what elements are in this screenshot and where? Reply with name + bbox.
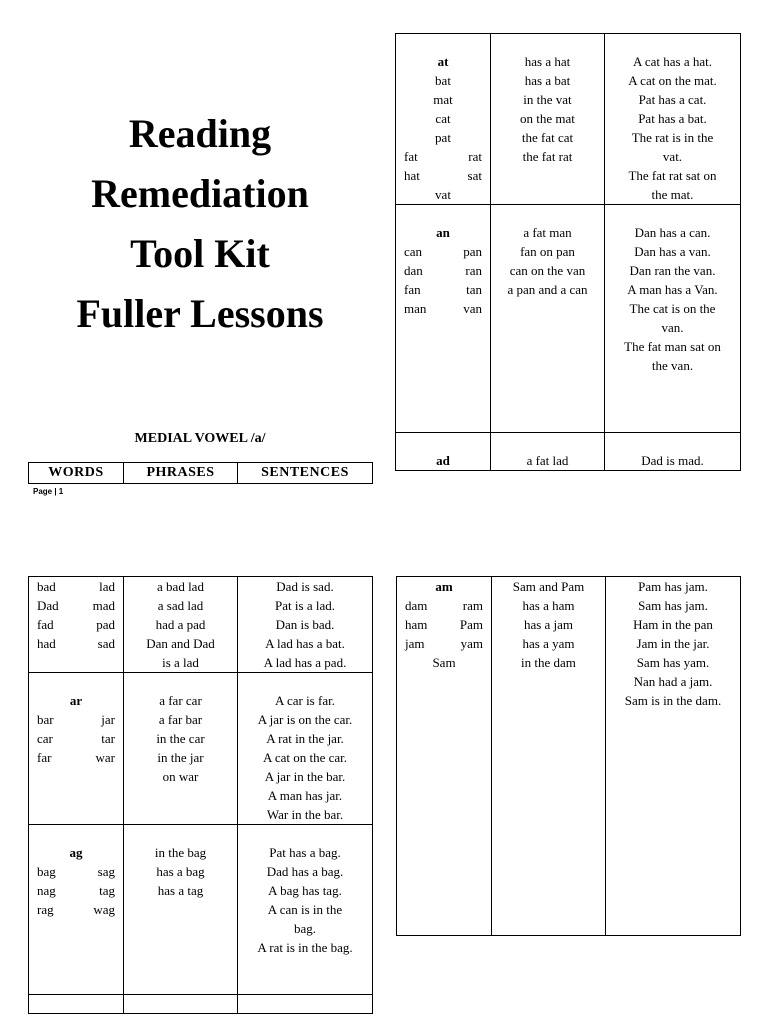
word-pair [399,280,487,299]
phrases-cell [491,205,605,433]
sentence: A rat is in the bag. [257,940,353,955]
word-family-key: at [437,54,449,69]
word: van [463,301,482,316]
word: jam [405,636,425,651]
sentence: Sam has yam. [636,655,710,670]
phrase: in the bag [154,845,207,860]
phrase: a fat lad [526,453,569,468]
word: pan [463,244,482,259]
phrase: has a jam [523,617,574,632]
word-pair [399,166,487,185]
sentence: A lad has a pad. [263,655,347,670]
word: dan [404,263,423,278]
phrase: in the car [156,731,205,746]
phrases-cell [124,673,238,825]
table-row-at [396,34,741,205]
word: Sam [432,655,456,670]
title-line: Reading [128,111,272,156]
empty-cell [29,995,124,1014]
phrase: is a lad [162,655,199,670]
sentence: A lad has a bat. [265,636,345,651]
words-cell [396,205,491,433]
sentences-cell [238,577,373,673]
word: nag [37,883,56,898]
word: bag [37,864,56,879]
phrase: a pan and a can [507,282,588,297]
sentence: Sam has jam. [638,598,708,613]
phrase: the fat rat [522,149,573,164]
phrase: a fat man [523,225,572,240]
word: wag [93,902,115,917]
phrases-cell [492,577,606,936]
words-cell [29,825,124,995]
header-sentences: SENTENCES [238,463,373,484]
word: hat [404,168,420,183]
lesson-table-bottom-left [28,576,373,1014]
sentence: Pat is a lad. [275,598,335,613]
word-pair [32,596,120,615]
document-title [28,104,372,344]
title-line: Tool Kit [130,231,270,276]
word-pair [32,710,120,729]
empty-cell [238,995,373,1014]
header-words: WORDS [29,463,124,484]
word-family-key: ag [69,845,83,860]
phrase: Sam and Pam [512,579,585,594]
word: cat [435,111,451,126]
word: fad [37,617,54,632]
word: car [37,731,53,746]
sentence: The fat man sat on [624,339,721,354]
word-pair [400,634,488,653]
sentence: A man has a Van. [627,282,718,297]
word: sad [97,636,115,651]
word-pair [32,615,120,634]
sentence: Dan ran the van. [629,263,716,278]
sentences-cell [605,34,741,205]
word-pair [399,261,487,280]
phrase: a far bar [158,712,203,727]
word: bar [37,712,54,727]
phrase: in the dam [521,655,576,670]
word-pair [32,577,120,596]
phrase: fan on pan [520,244,575,259]
word: dam [405,598,428,613]
sentence: vat. [662,149,683,164]
words-cell [29,577,124,673]
sentence: Nan had a jam. [633,674,713,689]
page-number: Page | 1 [33,487,64,496]
title-line: Fuller Lessons [76,291,324,336]
word-family-key: am [435,579,453,594]
sentences-cell [605,205,741,433]
word: yam [460,636,483,651]
sentence: A cat on the car. [262,750,348,765]
sentence: Ham in the pan [633,617,713,632]
word: man [404,301,427,316]
word-family-key: an [436,225,450,240]
sentence: Dan is bad. [275,617,335,632]
phrase: a bad lad [157,579,204,594]
sentence: A jar in the bar. [264,769,346,784]
sentences-cell [606,577,741,936]
word-pair [32,900,120,919]
phrase: the fat cat [521,130,574,145]
phrase: has a bat [524,73,571,88]
words-cell [396,34,491,205]
lesson-table-top-right [395,33,741,471]
words-cell [29,673,124,825]
table-row-am [397,577,741,936]
phrase: can on the van [509,263,586,278]
words-cell [396,433,491,471]
phrases-cell [124,577,238,673]
word: pad [96,617,115,632]
word: fat [404,149,418,164]
phrase: has a hat [524,54,571,69]
lesson-table-bottom-right [396,576,741,936]
sentence: Dad is mad. [641,453,704,468]
word: had [37,636,56,651]
word-family-key: ar [69,693,83,708]
word-pair [32,634,120,653]
sentence: the van. [651,358,694,373]
phrases-cell [491,34,605,205]
sentences-cell [238,673,373,825]
word-pair [32,862,120,881]
word-pair [400,596,488,615]
word: vat [435,187,451,202]
word: fan [404,282,421,297]
word: mat [433,92,453,107]
phrase: has a ham [522,598,575,613]
section-subtitle: MEDIAL VOWEL /a/ [134,431,266,446]
phrase: Dan and Dad [146,636,215,651]
sentence: Jam in the jar. [636,636,710,651]
table-row-ad-continued [29,577,373,673]
word: lad [99,579,115,594]
sentence: A jar is on the car. [257,712,353,727]
phrase: a far car [159,693,202,708]
sentence: War in the bar. [266,807,344,822]
sentence: Dan has a can. [634,225,711,240]
phrase: has a yam [522,636,575,651]
sentences-cell [238,825,373,995]
sentence: A cat on the mat. [628,73,717,88]
table-row-an [396,205,741,433]
word: ran [465,263,482,278]
word: ram [462,598,483,613]
word: Dad [37,598,59,613]
word: rat [468,149,482,164]
phrase: had a pad [155,617,206,632]
phrase: in the vat [523,92,572,107]
word-pair [32,881,120,900]
word-pair [399,242,487,261]
words-cell [397,577,492,936]
sentence: Dad has a bag. [266,864,344,879]
word-pair [400,615,488,634]
word: far [37,750,52,765]
phrase: has a bag [156,864,205,879]
column-header-table [28,462,373,484]
word: sag [97,864,115,879]
header-phrases: PHRASES [124,463,238,484]
word-family-key: ad [436,453,450,468]
phrases-cell [491,433,605,471]
sentence: Pam has jam. [638,579,708,594]
sentence: A cat has a hat. [632,54,713,69]
sentence: A rat in the jar. [266,731,344,746]
sentence: Pat has a bag. [269,845,341,860]
word: tar [101,731,115,746]
sentence: A car is far. [275,693,335,708]
sentence: A bag has tag. [268,883,342,898]
phrase: has a tag [157,883,204,898]
word: ham [405,617,428,632]
word: tag [99,883,115,898]
phrase: a sad lad [157,598,204,613]
word: jar [101,712,115,727]
sentence: A man has jar. [267,788,343,803]
table-row-ar [29,673,373,825]
word-pair [32,729,120,748]
sentence: Sam is in the dam. [624,693,722,708]
empty-cell [124,995,238,1014]
word: sat [467,168,482,183]
table-row-ag [29,825,373,995]
word: bat [435,73,451,88]
word: pat [435,130,451,145]
sentence: Dad is sad. [276,579,334,594]
sentence: The fat rat sat on [628,168,717,183]
sentences-cell [605,433,741,471]
title-line: Remediation [91,171,309,216]
word: bad [37,579,56,594]
word: mad [92,598,115,613]
word: war [95,750,115,765]
sentence: Dan has a van. [634,244,711,259]
word: Pam [459,617,483,632]
sentence: bag. [293,921,317,936]
phrase: on war [162,769,199,784]
table-row-ad [396,433,741,471]
word: tan [466,282,482,297]
word: rag [37,902,54,917]
phrases-cell [124,825,238,995]
sentence: The rat is in the [631,130,714,145]
word-pair [399,147,487,166]
sentence: the mat. [651,187,694,202]
sentence: Pat has a cat. [638,92,707,107]
sentence: Pat has a bat. [638,111,707,126]
word: can [404,244,423,259]
phrase: on the mat [520,111,575,126]
phrase: in the jar [157,750,204,765]
table-row-empty [29,995,373,1014]
sentence: The cat is on the [629,301,716,316]
word-pair [399,299,487,318]
word-pair [32,748,120,767]
sentence: A can is in the [267,902,343,917]
sentence: van. [661,320,684,335]
